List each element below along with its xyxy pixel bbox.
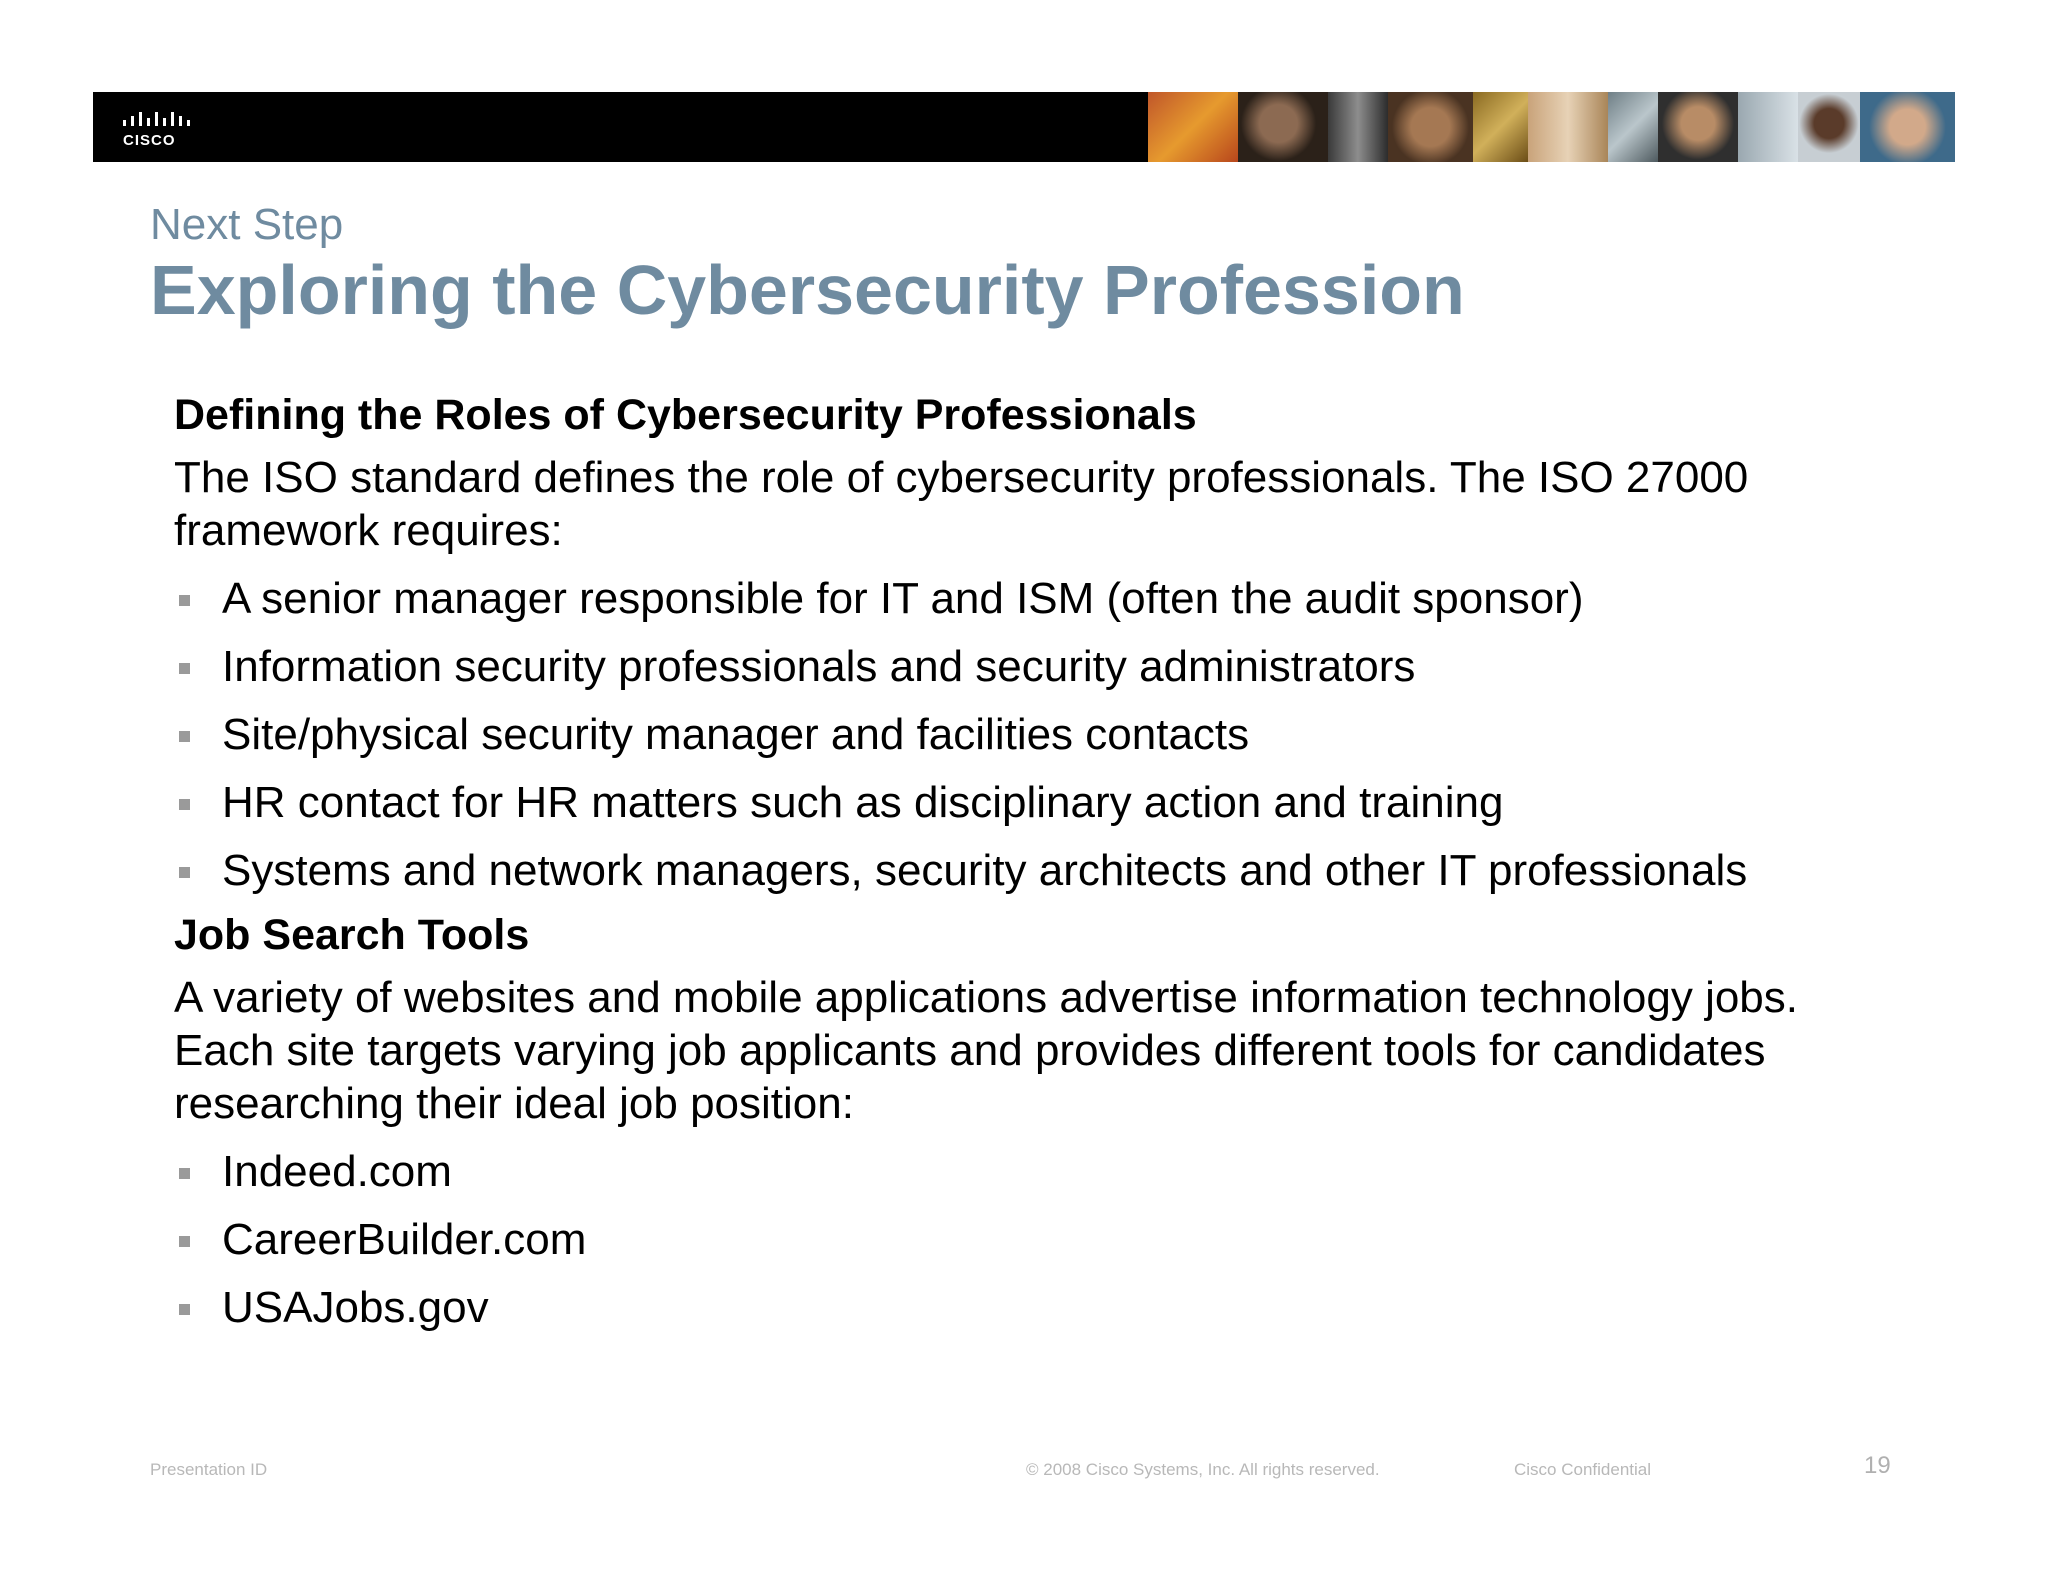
list-item: Site/physical security manager and facilities contacts [174, 701, 1874, 769]
cisco-logo [119, 106, 199, 150]
list-item: HR contact for HR matters such as disciplinary action and training [174, 769, 1874, 837]
header-banner [93, 92, 1955, 162]
slide-subtitle: Next Step [150, 200, 344, 249]
slide-title: Exploring the Cybersecurity Profession [150, 251, 1465, 329]
svg-text:CISCO: CISCO [123, 132, 176, 149]
list-item: Information security professionals and security administrators [174, 633, 1874, 701]
bullet-icon [179, 731, 190, 742]
people-photo-strip [1148, 92, 1955, 162]
bullet-icon [179, 663, 190, 674]
section-heading-job-search: Job Search Tools [174, 911, 530, 959]
slide-content [174, 385, 1874, 1342]
section-heading-roles: Defining the Roles of Cybersecurity Professionals [174, 391, 1197, 439]
list-item: Indeed.com [174, 1138, 1874, 1206]
list-item: CareerBuilder.com [174, 1206, 1874, 1274]
bullet-icon [179, 1236, 190, 1247]
job-sites-list [174, 1138, 1874, 1342]
list-item: Systems and network managers, security architects and other IT professionals [174, 837, 1874, 905]
section-paragraph-job-search: A variety of websites and mobile applications advertise information technology jobs. Each site targets varying job applicants and provides different tools for candidates researching their ideal job position: [174, 973, 1799, 1128]
list-item: USAJobs.gov [174, 1274, 1874, 1342]
footer-copyright: © 2008 Cisco Systems, Inc. All rights reserved. [1026, 1460, 1380, 1479]
list-item: A senior manager responsible for IT and ISM (often the audit sponsor) [174, 565, 1874, 633]
bullet-icon [179, 1304, 190, 1315]
bullet-icon [179, 1168, 190, 1179]
footer-confidential: Cisco Confidential [1514, 1460, 1652, 1479]
bullet-icon [179, 799, 190, 810]
footer-presentation-id: Presentation ID [150, 1460, 268, 1479]
page-number: 19 [1864, 1452, 1891, 1479]
bullet-icon [179, 595, 190, 606]
roles-list [174, 565, 1874, 905]
bullet-icon [179, 867, 190, 878]
section-paragraph-roles: The ISO standard defines the role of cybersecurity professionals. The ISO 27000 framework requires: [174, 453, 1749, 555]
